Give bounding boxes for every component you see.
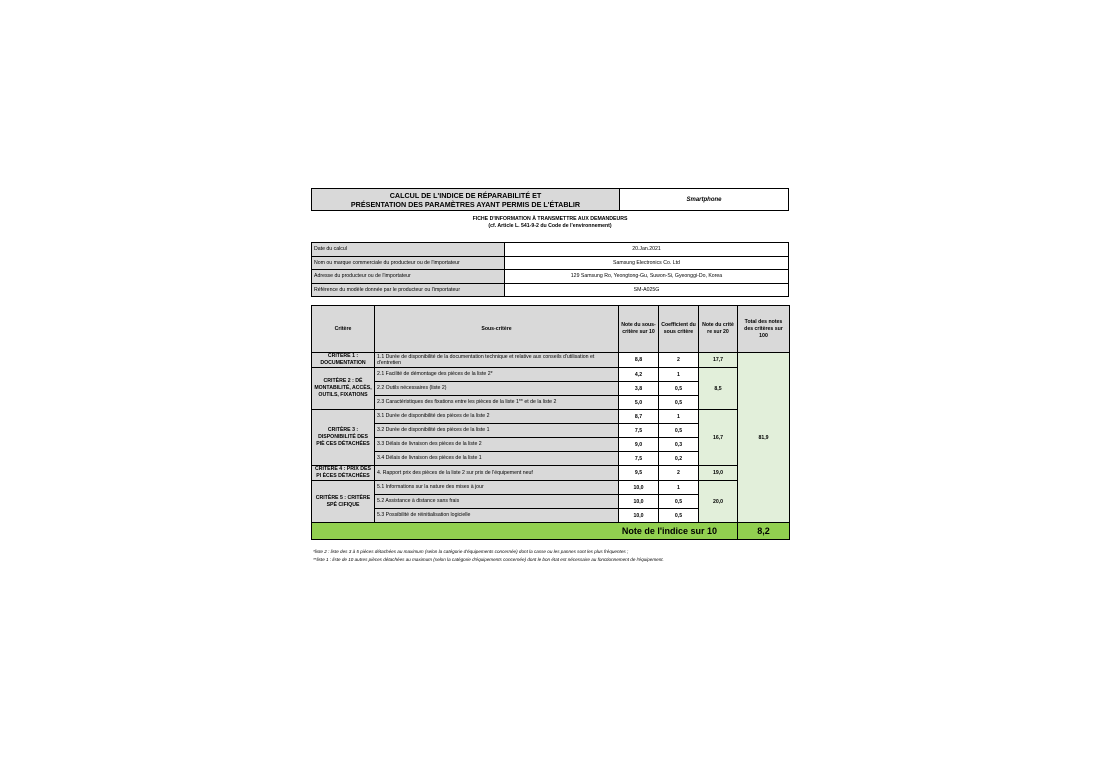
- subcriterion-note: 8,8: [619, 353, 659, 368]
- subcriterion-coef: 0,5: [659, 382, 699, 396]
- criterion-name: CRITÈRE 2 : DÉ MONTABILITÉ, ACCÈS, OUTILS, FIXATIONS: [312, 368, 375, 410]
- info-label: Référence du modèle donnée par le producteur ou l'importateur: [312, 283, 505, 297]
- subcriterion-coef: 2: [659, 353, 699, 368]
- subcriterion-note: 5,0: [619, 396, 659, 410]
- subcriterion-note: 3,8: [619, 382, 659, 396]
- footnotes: [313, 548, 813, 564]
- subcriterion-coef: 1: [659, 368, 699, 382]
- final-label: Note de l'indice sur 10: [312, 523, 738, 540]
- table-row: [312, 481, 790, 495]
- subcriterion-note: 10,0: [619, 495, 659, 509]
- title-line-2: PRÉSENTATION DES PARAMÈTRES AYANT PERMIS DE L'ÉTABLIR: [350, 199, 581, 209]
- criterion-name: CRITÈRE 4 : PRIX DES PI ÈCES DÉTACHÉES: [312, 466, 375, 481]
- table-row: [312, 368, 790, 382]
- table-row: [312, 353, 790, 368]
- document-header: [311, 188, 789, 211]
- subcriterion-note: 7,5: [619, 452, 659, 466]
- info-value: Samsung Electronics Co. Ltd: [505, 256, 789, 270]
- subcriterion-coef: 0,2: [659, 452, 699, 466]
- subcriterion-label: 3.4 Délais de livraison des pièces de la liste 1: [375, 452, 619, 466]
- subcriterion-label: 3.1 Durée de disponibilité des pièces de la liste 2: [375, 410, 619, 424]
- criterion-score: 19,0: [699, 466, 738, 481]
- info-label: Adresse du producteur ou de l'importateur: [312, 270, 505, 284]
- subcriterion-label: 5.2 Assistance à distance sans frais: [375, 495, 619, 509]
- subcriterion-note: 9,0: [619, 438, 659, 452]
- criterion-name: CRITÈRE 1 : DOCUMENTATION: [312, 353, 375, 368]
- col-total: Total des notes des critères sur 100: [738, 306, 790, 353]
- fiche-line-1: FICHE D'INFORMATION À TRANSMETTRE AUX DEMANDEURS: [472, 216, 628, 222]
- subcriterion-coef: 0,5: [659, 509, 699, 523]
- subcriterion-coef: 0,5: [659, 495, 699, 509]
- document-title: [312, 189, 620, 210]
- col-note-sous-critere: Note du sous-critère sur 10: [619, 306, 659, 353]
- info-row: [312, 256, 789, 270]
- title-line-1: CALCUL DE L'INDICE DE RÉPARABILITÉ ET: [389, 190, 542, 200]
- criterion-name: CRITÈRE 5 : CRITÈRE SPÉ CIFIQUE: [312, 481, 375, 523]
- subcriterion-coef: 0,5: [659, 396, 699, 410]
- subcriterion-label: 1.1 Durée de disponibilité de la documentation technique et relative aux conseils d'utilisation et d'entretien: [375, 353, 619, 368]
- subcriterion-note: 9,5: [619, 466, 659, 481]
- subcriterion-label: 5.3 Possibilité de réinitialisation logicielle: [375, 509, 619, 523]
- criterion-score: 17,7: [699, 353, 738, 368]
- info-row: [312, 270, 789, 284]
- info-value: 20.Jan.2021: [505, 243, 789, 257]
- col-note-critere: Note du critè re sur 20: [699, 306, 738, 353]
- subcriterion-label: 4. Rapport prix des pièces de la liste 2 sur prix de l'équipement neuf: [375, 466, 619, 481]
- subcriterion-label: 2.3 Caractéristiques des fixations entre les pièces de la liste 1** et de la liste 2: [375, 396, 619, 410]
- table-row: [312, 410, 790, 424]
- info-table: [311, 242, 789, 297]
- table-row: [312, 466, 790, 481]
- final-value: 8,2: [738, 523, 790, 540]
- info-row: [312, 283, 789, 297]
- total-score: 81,9: [738, 353, 790, 523]
- subcriterion-note: 4,2: [619, 368, 659, 382]
- subcriterion-note: 10,0: [619, 509, 659, 523]
- subcriterion-note: 8,7: [619, 410, 659, 424]
- footnote-2: **liste 1 : liste de 10 autres pièces détachées au maximum (selon la catégorie d'équipements concernée) dont le bon état est nécessaire au fonctionnement de l'équipement.: [313, 557, 664, 562]
- fiche-caption: [311, 216, 789, 230]
- criterion-score: 20,0: [699, 481, 738, 523]
- criterion-name: CRITÈRE 3 : DISPONIBILITÉ DES PIÈ CES DÉTACHÉES: [312, 410, 375, 466]
- info-label: Nom ou marque commerciale du producteur ou de l'importateur: [312, 256, 505, 270]
- final-row: [312, 523, 790, 540]
- score-table-header: [312, 306, 790, 353]
- subcriterion-coef: 0,5: [659, 424, 699, 438]
- col-critere: Critère: [312, 306, 375, 353]
- subcriterion-label: 5.1 Informations sur la nature des mises à jour: [375, 481, 619, 495]
- subcriterion-label: 2.1 Facilité de démontage des pièces de la liste 2*: [375, 368, 619, 382]
- footnote-1: *liste 2 : liste des 3 à 5 pièces détachées au maximum (selon la catégorie d'équipements concernée) dont la casse ou les pannes sont les plus fréquentes ;: [313, 549, 629, 554]
- subcriterion-coef: 1: [659, 410, 699, 424]
- subcriterion-note: 7,5: [619, 424, 659, 438]
- criterion-score: 16,7: [699, 410, 738, 466]
- info-row: [312, 243, 789, 257]
- subcriterion-coef: 1: [659, 481, 699, 495]
- subcriterion-coef: 2: [659, 466, 699, 481]
- subcriterion-label: 2.2 Outils nécessaires (liste 2): [375, 382, 619, 396]
- subcriterion-label: 3.2 Durée de disponibilité des pièces de la liste 1: [375, 424, 619, 438]
- info-value: SM-A025G: [505, 283, 789, 297]
- subcriterion-label: 3.3 Délais de livraison des pièces de la liste 2: [375, 438, 619, 452]
- fiche-line-2: (cf. Article L. 541-9-2 du Code de l'environnement): [488, 223, 612, 229]
- col-sous-critere: Sous-critère: [375, 306, 619, 353]
- info-label: Date du calcul: [312, 243, 505, 257]
- product-category: Smartphone: [686, 196, 722, 203]
- info-value: 129 Samsung Ro, Yeongtong-Gu, Suwon-Si, Gyeonggi-Do, Korea: [505, 270, 789, 284]
- criterion-score: 8,5: [699, 368, 738, 410]
- col-coefficient: Coefficient du sous critère: [659, 306, 699, 353]
- subcriterion-note: 10,0: [619, 481, 659, 495]
- score-table: [311, 305, 790, 540]
- subcriterion-coef: 0,3: [659, 438, 699, 452]
